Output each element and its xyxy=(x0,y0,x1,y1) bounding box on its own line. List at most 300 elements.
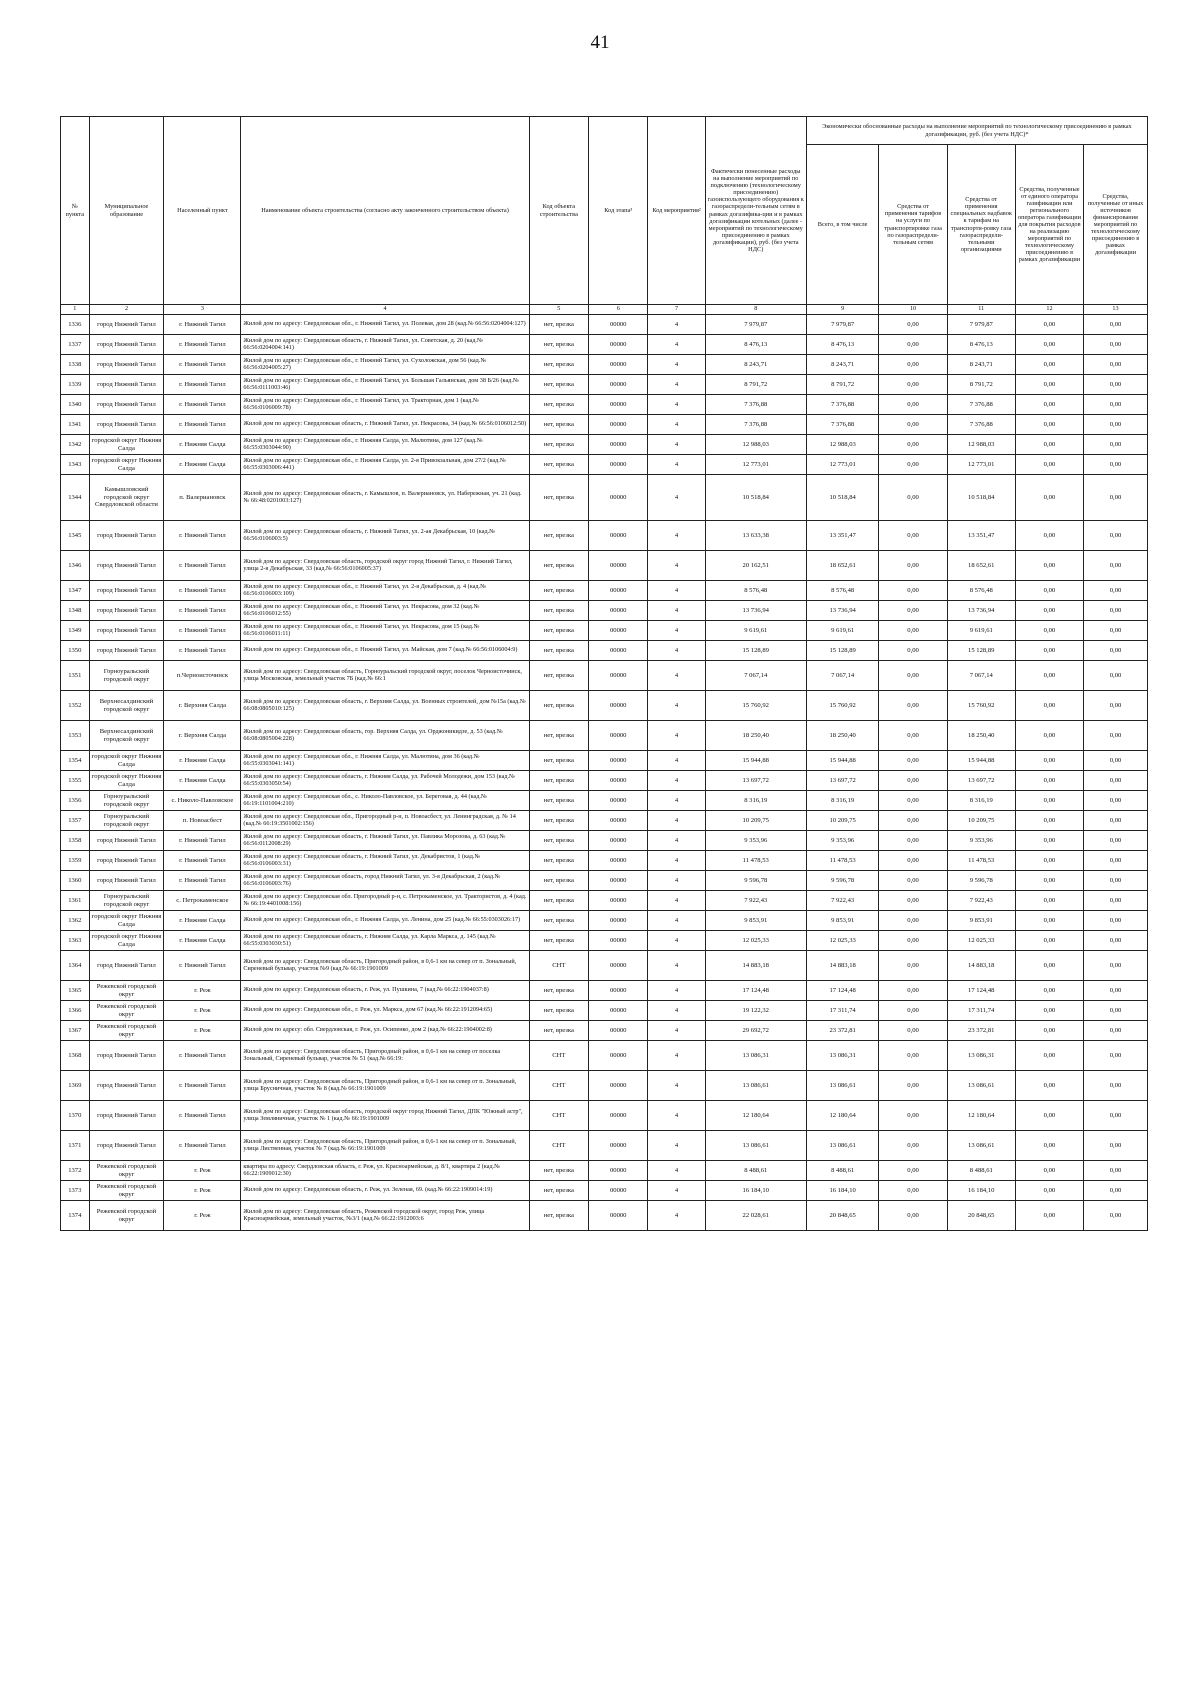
operator-funds-cell: 0,00 xyxy=(1015,1201,1083,1231)
table-row xyxy=(61,771,1148,791)
row-number-cell: 1349 xyxy=(61,621,90,641)
column-number: 5 xyxy=(529,305,588,315)
operator-funds-cell: 0,00 xyxy=(1015,981,1083,1001)
actual-costs-cell: 17 124,48 xyxy=(705,981,806,1001)
special-surcharges-cell: 12 773,01 xyxy=(947,455,1015,475)
municipality-cell: город Нижний Тагил xyxy=(89,621,164,641)
object-address-cell: Жилой дом по адресу: Свердловская обл., Пригородный р-н, п. Новоасбест, ул. Ленинградская, д. № 14 (кад.№ 66:19:3501002:156) xyxy=(241,811,529,831)
object-address-cell: Жилой дом по адресу: Свердловская обл., г. Нижний Тагил, ул. Тракторная, дом 1 (кад.№ 66:56:0106009:78) xyxy=(241,395,529,415)
locality-cell: г. Нижний Тагил xyxy=(164,601,241,621)
special-surcharges-cell: 8 791,72 xyxy=(947,375,1015,395)
measure-code-cell: 4 xyxy=(648,521,705,551)
total-cell: 9 619,61 xyxy=(806,621,879,641)
column-number-row xyxy=(61,305,1148,315)
operator-funds-cell: 0,00 xyxy=(1015,375,1083,395)
special-surcharges-cell: 15 760,92 xyxy=(947,691,1015,721)
row-number-cell: 1351 xyxy=(61,661,90,691)
special-surcharges-cell: 8 316,19 xyxy=(947,791,1015,811)
table-header xyxy=(61,117,1148,315)
operator-funds-cell: 0,00 xyxy=(1015,581,1083,601)
tariff-services-cell: 0,00 xyxy=(879,1101,947,1131)
municipality-cell: город Нижний Тагил xyxy=(89,521,164,551)
special-surcharges-cell: 8 488,61 xyxy=(947,1161,1015,1181)
special-surcharges-cell: 8 476,13 xyxy=(947,335,1015,355)
table-row xyxy=(61,1041,1148,1071)
tariff-services-cell: 0,00 xyxy=(879,931,947,951)
total-cell: 13 736,94 xyxy=(806,601,879,621)
operator-funds-cell: 0,00 xyxy=(1015,791,1083,811)
locality-cell: г. Реж xyxy=(164,1001,241,1021)
object-address-cell: квартира по адресу: Свердловская область, г. Реж, ул. Красноармейская, д. 8/1, квартира 2 (кад.№ 66:22:1909012:30) xyxy=(241,1161,529,1181)
operator-funds-cell: 0,00 xyxy=(1015,691,1083,721)
table-row xyxy=(61,581,1148,601)
municipality-cell: городской округ Нижняя Салда xyxy=(89,771,164,791)
header-object-code: Код объекта строительства xyxy=(529,117,588,305)
row-number-cell: 1356 xyxy=(61,791,90,811)
municipality-cell: город Нижний Тагил xyxy=(89,335,164,355)
column-number: 2 xyxy=(89,305,164,315)
tariff-services-cell: 0,00 xyxy=(879,721,947,751)
other-sources-cell: 0,00 xyxy=(1084,395,1148,415)
municipality-cell: Камышловский городской округ Свердловской области xyxy=(89,475,164,521)
other-sources-cell: 0,00 xyxy=(1084,891,1148,911)
total-cell: 10 518,84 xyxy=(806,475,879,521)
object-address-cell: Жилой дом по адресу: Свердловская область, г. Нижний Тагил, ул. Советская, д. 20 (кад.№ 66:56:0204004:141) xyxy=(241,335,529,355)
municipality-cell: городской округ Нижняя Салда xyxy=(89,911,164,931)
measure-code-cell: 4 xyxy=(648,355,705,375)
tariff-services-cell: 0,00 xyxy=(879,981,947,1001)
actual-costs-cell: 22 028,61 xyxy=(705,1201,806,1231)
tariff-services-cell: 0,00 xyxy=(879,751,947,771)
special-surcharges-cell: 17 124,48 xyxy=(947,981,1015,1001)
total-cell: 9 353,96 xyxy=(806,831,879,851)
municipality-cell: Режевской городской округ xyxy=(89,1001,164,1021)
object-address-cell: Жилой дом по адресу: Свердловская область, городской округ город Нижний Тагил, ДПК "Южный астр", улица Земляничная, участок № 1 (кад.№ 66:19:1901009 xyxy=(241,1101,529,1131)
stage-code-cell: 00000 xyxy=(589,435,648,455)
object-address-cell: Жилой дом по адресу: Свердловская обл., г. Нижний Тагил, ул. Некрасова, дом 32 (кад.№ 66:56:0106012:55) xyxy=(241,601,529,621)
tariff-services-cell: 0,00 xyxy=(879,1131,947,1161)
total-cell: 15 760,92 xyxy=(806,691,879,721)
row-number-cell: 1352 xyxy=(61,691,90,721)
column-number: 7 xyxy=(648,305,705,315)
tariff-services-cell: 0,00 xyxy=(879,475,947,521)
object-address-cell: Жилой дом по адресу: Свердловская область, г. Нижний Тагил, ул. Павлика Морозова, д. 63 (кад.№ 66:56:0112008:29) xyxy=(241,831,529,851)
municipality-cell: город Нижний Тагил xyxy=(89,1131,164,1161)
actual-costs-cell: 13 086,31 xyxy=(705,1041,806,1071)
tariff-services-cell: 0,00 xyxy=(879,1021,947,1041)
operator-funds-cell: 0,00 xyxy=(1015,415,1083,435)
header-operator-funds: Средства, полученные от единого оператора газификации или регионального оператора газификации для покрытия расходов на реализацию мероприятий по технологическому присоединению в рамках догазификации xyxy=(1015,145,1083,305)
table-row xyxy=(61,721,1148,751)
municipality-cell: Режевской городской округ xyxy=(89,1201,164,1231)
object-code-cell: СНТ xyxy=(529,1041,588,1071)
column-number: 8 xyxy=(705,305,806,315)
object-code-cell: нет, врезка xyxy=(529,691,588,721)
operator-funds-cell: 0,00 xyxy=(1015,455,1083,475)
measure-code-cell: 4 xyxy=(648,315,705,335)
column-number: 11 xyxy=(947,305,1015,315)
actual-costs-cell: 13 633,38 xyxy=(705,521,806,551)
object-address-cell: Жилой дом по адресу: Свердловская область, городской округ город Нижний Тагил, г. Нижний Тагил, улица 2-я Декабрьская, 33 (кад.№ 66:56:0106005:37) xyxy=(241,551,529,581)
measure-code-cell: 4 xyxy=(648,1071,705,1101)
municipality-cell: Горноуральский городской округ xyxy=(89,661,164,691)
object-code-cell: нет, врезка xyxy=(529,551,588,581)
tariff-services-cell: 0,00 xyxy=(879,455,947,475)
stage-code-cell: 00000 xyxy=(589,475,648,521)
table-row xyxy=(61,811,1148,831)
measure-code-cell: 4 xyxy=(648,1181,705,1201)
special-surcharges-cell: 7 376,88 xyxy=(947,415,1015,435)
locality-cell: п. Новоасбест xyxy=(164,811,241,831)
measure-code-cell: 4 xyxy=(648,395,705,415)
table-row xyxy=(61,415,1148,435)
locality-cell: г. Верхняя Салда xyxy=(164,721,241,751)
row-number-cell: 1364 xyxy=(61,951,90,981)
table-row xyxy=(61,475,1148,521)
measure-code-cell: 4 xyxy=(648,415,705,435)
total-cell: 18 652,61 xyxy=(806,551,879,581)
special-surcharges-cell: 13 736,94 xyxy=(947,601,1015,621)
table-row xyxy=(61,931,1148,951)
measure-code-cell: 4 xyxy=(648,1201,705,1231)
other-sources-cell: 0,00 xyxy=(1084,751,1148,771)
table-row xyxy=(61,1161,1148,1181)
measure-code-cell: 4 xyxy=(648,851,705,871)
locality-cell: г. Верхняя Салда xyxy=(164,691,241,721)
measure-code-cell: 4 xyxy=(648,931,705,951)
locality-cell: г. Нижний Тагил xyxy=(164,395,241,415)
special-surcharges-cell: 11 478,53 xyxy=(947,851,1015,871)
other-sources-cell: 0,00 xyxy=(1084,1101,1148,1131)
special-surcharges-cell: 8 243,71 xyxy=(947,355,1015,375)
other-sources-cell: 0,00 xyxy=(1084,455,1148,475)
total-cell: 7 067,14 xyxy=(806,661,879,691)
column-number: 13 xyxy=(1084,305,1148,315)
object-address-cell: Жилой дом по адресу: Свердловская обл., г. Нижний Тагил, ул. Большая Гальянская, дом 38 Б/26 (кад.№ 66:56:0111003:46) xyxy=(241,375,529,395)
locality-cell: г. Реж xyxy=(164,981,241,1001)
header-justified-group: Экономически обоснованные расходы на выполнение мероприятий по технологическому присоединению в рамках догазификации, руб. (без учета НДС)* xyxy=(806,117,1147,145)
municipality-cell: город Нижний Тагил xyxy=(89,551,164,581)
table-row xyxy=(61,871,1148,891)
special-surcharges-cell: 14 883,18 xyxy=(947,951,1015,981)
total-cell: 8 476,13 xyxy=(806,335,879,355)
actual-costs-cell: 8 243,71 xyxy=(705,355,806,375)
table-row xyxy=(61,1131,1148,1161)
table-row xyxy=(61,521,1148,551)
other-sources-cell: 0,00 xyxy=(1084,601,1148,621)
actual-costs-cell: 7 067,14 xyxy=(705,661,806,691)
total-cell: 7 376,88 xyxy=(806,415,879,435)
stage-code-cell: 00000 xyxy=(589,1001,648,1021)
locality-cell: г. Нижний Тагил xyxy=(164,521,241,551)
table-row xyxy=(61,1101,1148,1131)
object-code-cell: нет, врезка xyxy=(529,1181,588,1201)
actual-costs-cell: 13 736,94 xyxy=(705,601,806,621)
object-address-cell: Жилой дом по адресу: Свердловская область, г. Нижний Тагил, ул. Некрасова, 34 (кад.№ 66:56:0106012:50) xyxy=(241,415,529,435)
special-surcharges-cell: 9 353,96 xyxy=(947,831,1015,851)
object-address-cell: Жилой дом по адресу: Свердловская область, гор. Верхняя Салда, ул. Орджоникидзе, д. 53 (кад.№ 66:08:0805004:228) xyxy=(241,721,529,751)
object-code-cell: нет, врезка xyxy=(529,1001,588,1021)
row-number-cell: 1338 xyxy=(61,355,90,375)
stage-code-cell: 00000 xyxy=(589,521,648,551)
actual-costs-cell: 12 988,03 xyxy=(705,435,806,455)
stage-code-cell: 00000 xyxy=(589,831,648,851)
actual-costs-cell: 18 250,40 xyxy=(705,721,806,751)
stage-code-cell: 00000 xyxy=(589,1201,648,1231)
stage-code-cell: 00000 xyxy=(589,891,648,911)
other-sources-cell: 0,00 xyxy=(1084,831,1148,851)
actual-costs-cell: 20 162,51 xyxy=(705,551,806,581)
object-code-cell: нет, врезка xyxy=(529,375,588,395)
row-number-cell: 1353 xyxy=(61,721,90,751)
row-number-cell: 1363 xyxy=(61,931,90,951)
object-address-cell: Жилой дом по адресу: Свердловская обл., г. Нижний Тагил, ул. 2-я Декабрьская, д. 4 (кад.№ 66:56:0106003:109) xyxy=(241,581,529,601)
tariff-services-cell: 0,00 xyxy=(879,641,947,661)
object-address-cell: Жилой дом по адресу: Свердловская обл. Пригородный р-н, с. Петрокаменское, ул. Трактористов, д. 4 (кад.№ 66:19:4401008:156) xyxy=(241,891,529,911)
column-number: 1 xyxy=(61,305,90,315)
operator-funds-cell: 0,00 xyxy=(1015,521,1083,551)
object-address-cell: Жилой дом по адресу: Свердловская обл., г. Нижний Тагил, ул. Сухоложская, дом 56 (кад.№ 66:56:0204005:27) xyxy=(241,355,529,375)
table-row xyxy=(61,1071,1148,1101)
header-tariff-services: Средства от применения тарифов на услуги по транспортировке газа по газораспредели-тельным сетям xyxy=(879,145,947,305)
total-cell: 12 988,03 xyxy=(806,435,879,455)
locality-cell: г. Нижний Тагил xyxy=(164,375,241,395)
total-cell: 8 576,48 xyxy=(806,581,879,601)
measure-code-cell: 4 xyxy=(648,1021,705,1041)
header-actual-costs: Фактически понесенные расходы на выполнение мероприятий по подключению (технологическому присоединению) газоиспользующего оборудования к газораспредели-тельным сетям в рамках догазифика-ции и в рамках догазификации котельных (далее - мероприятий по технологическому присоединению в рамках догазификации), руб. (без учета НДС) xyxy=(705,117,806,305)
actual-costs-cell: 13 697,72 xyxy=(705,771,806,791)
measure-code-cell: 4 xyxy=(648,951,705,981)
column-number: 10 xyxy=(879,305,947,315)
other-sources-cell: 0,00 xyxy=(1084,721,1148,751)
municipality-cell: город Нижний Тагил xyxy=(89,581,164,601)
locality-cell: г. Нижняя Салда xyxy=(164,751,241,771)
operator-funds-cell: 0,00 xyxy=(1015,641,1083,661)
tariff-services-cell: 0,00 xyxy=(879,435,947,455)
stage-code-cell: 00000 xyxy=(589,871,648,891)
row-number-cell: 1360 xyxy=(61,871,90,891)
stage-code-cell: 00000 xyxy=(589,335,648,355)
row-number-cell: 1344 xyxy=(61,475,90,521)
object-address-cell: Жилой дом по адресу: Свердловская область, Режевской городской округ, город Реж, улица Красноармейская, земельный участок, №3/1 (кад.№ 66:22:1912003:6 xyxy=(241,1201,529,1231)
stage-code-cell: 00000 xyxy=(589,395,648,415)
table-row xyxy=(61,691,1148,721)
actual-costs-cell: 15 128,89 xyxy=(705,641,806,661)
municipality-cell: Горноуральский городской округ xyxy=(89,811,164,831)
column-number: 6 xyxy=(589,305,648,315)
object-address-cell: Жилой дом по адресу: Свердловская обл., г. Реж, ул. Маркса, дом 67 (кад.№ 66:22:1912094:65) xyxy=(241,1001,529,1021)
tariff-services-cell: 0,00 xyxy=(879,691,947,721)
operator-funds-cell: 0,00 xyxy=(1015,871,1083,891)
tariff-services-cell: 0,00 xyxy=(879,621,947,641)
other-sources-cell: 0,00 xyxy=(1084,335,1148,355)
stage-code-cell: 00000 xyxy=(589,1021,648,1041)
special-surcharges-cell: 17 311,74 xyxy=(947,1001,1015,1021)
row-number-cell: 1355 xyxy=(61,771,90,791)
row-number-cell: 1350 xyxy=(61,641,90,661)
stage-code-cell: 00000 xyxy=(589,375,648,395)
table-row xyxy=(61,751,1148,771)
object-code-cell: нет, врезка xyxy=(529,791,588,811)
operator-funds-cell: 0,00 xyxy=(1015,435,1083,455)
total-cell: 11 478,53 xyxy=(806,851,879,871)
other-sources-cell: 0,00 xyxy=(1084,1131,1148,1161)
row-number-cell: 1347 xyxy=(61,581,90,601)
special-surcharges-cell: 13 086,61 xyxy=(947,1131,1015,1161)
special-surcharges-cell: 15 128,89 xyxy=(947,641,1015,661)
object-address-cell: Жилой дом по адресу: Свердловская область, город Нижний Тагил, ул. 3-я Декабрьская, 2 (кад.№ 66:56:0106003:76) xyxy=(241,871,529,891)
object-address-cell: Жилой дом по адресу: Свердловская область, г. Нижний Тагил, ул. Декабристов, 1 (кад.№ 66:56:0106003:31) xyxy=(241,851,529,871)
column-number: 4 xyxy=(241,305,529,315)
table-row xyxy=(61,791,1148,811)
total-cell: 12 180,64 xyxy=(806,1101,879,1131)
special-surcharges-cell: 18 250,40 xyxy=(947,721,1015,751)
tariff-services-cell: 0,00 xyxy=(879,335,947,355)
municipality-cell: городской округ Нижняя Салда xyxy=(89,455,164,475)
municipality-cell: город Нижний Тагил xyxy=(89,641,164,661)
actual-costs-cell: 7 376,88 xyxy=(705,415,806,435)
object-address-cell: Жилой дом по адресу: Свердловская область, Пригородный район, в 0,6-1 км на север от п. Зональный, улица Брусничная, участок № 8 (кад.№ 66:19:1901009 xyxy=(241,1071,529,1101)
header-stage-code: Код этапа³ xyxy=(589,117,648,305)
stage-code-cell: 00000 xyxy=(589,771,648,791)
locality-cell: г. Реж xyxy=(164,1161,241,1181)
dogazification-costs-table xyxy=(60,116,1148,1231)
object-address-cell: Жилой дом по адресу: Свердловская область, Пригородный район, в 0,6-1 км на север от п. Зональный, Сиреневый бульвар, участок №9 (кад.№ 66:19:1901009 xyxy=(241,951,529,981)
actual-costs-cell: 8 488,61 xyxy=(705,1161,806,1181)
measure-code-cell: 4 xyxy=(648,335,705,355)
measure-code-cell: 4 xyxy=(648,871,705,891)
special-surcharges-cell: 23 372,81 xyxy=(947,1021,1015,1041)
table-row xyxy=(61,851,1148,871)
locality-cell: г. Нижняя Салда xyxy=(164,435,241,455)
total-cell: 16 184,10 xyxy=(806,1181,879,1201)
actual-costs-cell: 8 476,13 xyxy=(705,335,806,355)
row-number-cell: 1371 xyxy=(61,1131,90,1161)
locality-cell: г. Нижняя Салда xyxy=(164,771,241,791)
actual-costs-cell: 7 922,43 xyxy=(705,891,806,911)
actual-costs-cell: 11 478,53 xyxy=(705,851,806,871)
object-code-cell: СНТ xyxy=(529,1071,588,1101)
actual-costs-cell: 8 791,72 xyxy=(705,375,806,395)
other-sources-cell: 0,00 xyxy=(1084,641,1148,661)
row-number-cell: 1340 xyxy=(61,395,90,415)
operator-funds-cell: 0,00 xyxy=(1015,1021,1083,1041)
other-sources-cell: 0,00 xyxy=(1084,521,1148,551)
municipality-cell: город Нижний Тагил xyxy=(89,851,164,871)
measure-code-cell: 4 xyxy=(648,641,705,661)
column-number: 12 xyxy=(1015,305,1083,315)
measure-code-cell: 4 xyxy=(648,811,705,831)
actual-costs-cell: 12 773,01 xyxy=(705,455,806,475)
special-surcharges-cell: 13 086,61 xyxy=(947,1071,1015,1101)
table-row xyxy=(61,891,1148,911)
stage-code-cell: 00000 xyxy=(589,751,648,771)
object-address-cell: Жилой дом по адресу: Свердловская область, г. Нижняя Салда, ул. Рабочей Молодежи, дом 153 (кад.№ 66:55:0303050:54) xyxy=(241,771,529,791)
measure-code-cell: 4 xyxy=(648,771,705,791)
row-number-cell: 1339 xyxy=(61,375,90,395)
measure-code-cell: 4 xyxy=(648,911,705,931)
tariff-services-cell: 0,00 xyxy=(879,551,947,581)
object-code-cell: нет, врезка xyxy=(529,435,588,455)
actual-costs-cell: 9 619,61 xyxy=(705,621,806,641)
object-address-cell: Жилой дом по адресу: Свердловская область, г. Нижняя Салда, ул. Карла Маркса, д. 145 (кад.№ 66:55:0303030:51) xyxy=(241,931,529,951)
table-row xyxy=(61,1201,1148,1231)
other-sources-cell: 0,00 xyxy=(1084,475,1148,521)
total-cell: 17 124,48 xyxy=(806,981,879,1001)
object-address-cell: Жилой дом по адресу: Свердловская обл., г. Нижняя Салда, ул. Малютина, дом 127 (кад.№ 66:55:0303044:90) xyxy=(241,435,529,455)
total-cell: 8 243,71 xyxy=(806,355,879,375)
municipality-cell: город Нижний Тагил xyxy=(89,951,164,981)
special-surcharges-cell: 13 086,31 xyxy=(947,1041,1015,1071)
municipality-cell: город Нижний Тагил xyxy=(89,395,164,415)
locality-cell: г. Нижний Тагил xyxy=(164,355,241,375)
table-row xyxy=(61,661,1148,691)
row-number-cell: 1337 xyxy=(61,335,90,355)
operator-funds-cell: 0,00 xyxy=(1015,1071,1083,1101)
other-sources-cell: 0,00 xyxy=(1084,871,1148,891)
object-code-cell: СНТ xyxy=(529,1131,588,1161)
operator-funds-cell: 0,00 xyxy=(1015,601,1083,621)
object-address-cell: Жилой дом по адресу: Свердловская область, г. Реж, ул. Пушкина, 7 (кад.№ 66:22:1904037:8) xyxy=(241,981,529,1001)
measure-code-cell: 4 xyxy=(648,661,705,691)
stage-code-cell: 00000 xyxy=(589,811,648,831)
locality-cell: с. Николо-Павловское xyxy=(164,791,241,811)
operator-funds-cell: 0,00 xyxy=(1015,1161,1083,1181)
actual-costs-cell: 8 576,48 xyxy=(705,581,806,601)
row-number-cell: 1362 xyxy=(61,911,90,931)
operator-funds-cell: 0,00 xyxy=(1015,315,1083,335)
total-cell: 13 351,47 xyxy=(806,521,879,551)
special-surcharges-cell: 10 518,84 xyxy=(947,475,1015,521)
header-special-surcharges: Средства от применения специальных надбавок к тарифам на транспорти-ровку газа газораспредели-тельными организациями xyxy=(947,145,1015,305)
total-cell: 10 209,75 xyxy=(806,811,879,831)
municipality-cell: город Нижний Тагил xyxy=(89,415,164,435)
row-number-cell: 1336 xyxy=(61,315,90,335)
measure-code-cell: 4 xyxy=(648,831,705,851)
locality-cell: г. Нижний Тагил xyxy=(164,1041,241,1071)
measure-code-cell: 4 xyxy=(648,551,705,581)
municipality-cell: город Нижний Тагил xyxy=(89,1041,164,1071)
total-cell: 17 311,74 xyxy=(806,1001,879,1021)
tariff-services-cell: 0,00 xyxy=(879,375,947,395)
other-sources-cell: 0,00 xyxy=(1084,1181,1148,1201)
header-other-sources: Средства, полученные от иных источников финансирования мероприятий по технологическому присоединению в рамках догазификации xyxy=(1084,145,1148,305)
locality-cell: г. Нижний Тагил xyxy=(164,831,241,851)
operator-funds-cell: 0,00 xyxy=(1015,1131,1083,1161)
other-sources-cell: 0,00 xyxy=(1084,415,1148,435)
other-sources-cell: 0,00 xyxy=(1084,951,1148,981)
stage-code-cell: 00000 xyxy=(589,931,648,951)
object-address-cell: Жилой дом по адресу: Свердловская обл., г. Нижний Тагил, ул. Майская, дом 7 (кад.№ 66:56:0106004:9) xyxy=(241,641,529,661)
object-address-cell: Жилой дом по адресу: Свердловская обл., с. Николо-Павловское, ул. Береговая, д. 44 (кад.№ 66:19:1101004:210) xyxy=(241,791,529,811)
actual-costs-cell: 14 883,18 xyxy=(705,951,806,981)
object-code-cell: нет, врезка xyxy=(529,521,588,551)
operator-funds-cell: 0,00 xyxy=(1015,811,1083,831)
object-code-cell: нет, врезка xyxy=(529,661,588,691)
tariff-services-cell: 0,00 xyxy=(879,415,947,435)
page-number: 41 xyxy=(590,32,610,53)
actual-costs-cell: 29 692,72 xyxy=(705,1021,806,1041)
special-surcharges-cell: 12 180,64 xyxy=(947,1101,1015,1131)
measure-code-cell: 4 xyxy=(648,1001,705,1021)
row-number-cell: 1357 xyxy=(61,811,90,831)
actual-costs-cell: 15 760,92 xyxy=(705,691,806,721)
other-sources-cell: 0,00 xyxy=(1084,1071,1148,1101)
stage-code-cell: 00000 xyxy=(589,355,648,375)
stage-code-cell: 00000 xyxy=(589,581,648,601)
measure-code-cell: 4 xyxy=(648,981,705,1001)
table-row xyxy=(61,1001,1148,1021)
